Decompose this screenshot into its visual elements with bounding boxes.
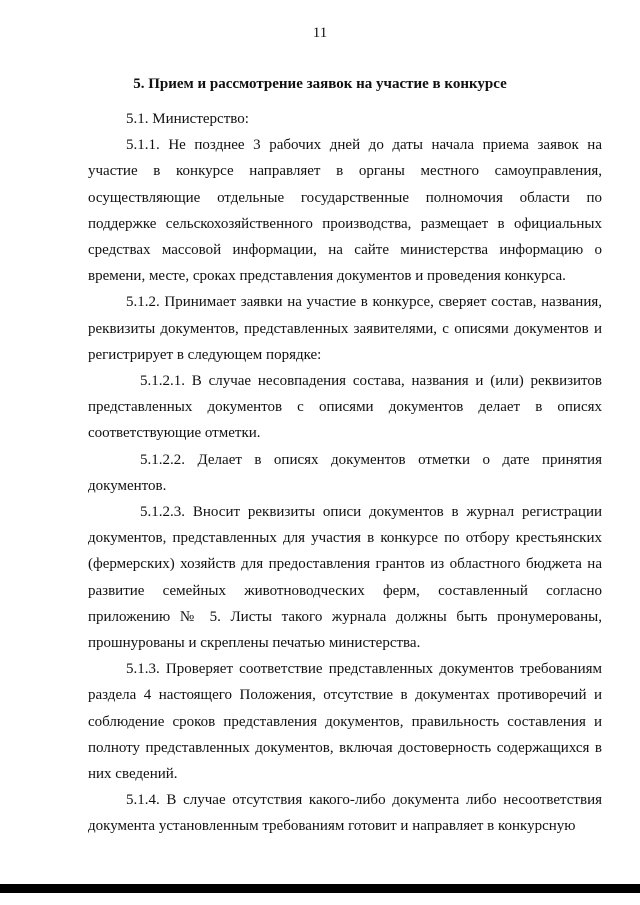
paragraph-5-1-2-3: 5.1.2.3. Вносит реквизиты описи документов в журнал регистрации документов, представленных для участия в конкурсе по отбору крестьянских (фермерских) хозяйств для предоставления грантов из областного бюджета на развитие семейных животноводческих ферм, составленный согласно приложению № 5. Листы такого журнала должны быть пронумерованы, прошнурованы и скреплены печатью министерства. (88, 504, 602, 652)
page-number: 11 (312, 25, 328, 41)
section-heading: 5. Прием и рассмотрение заявок на участие в конкурсе (133, 76, 507, 92)
document-body (88, 106, 602, 840)
paragraph-5-1-3: 5.1.3. Проверяет соответствие представленных документов требованиям раздела 4 настоящего Положения, отсутствие в документах противоречий и соблюдение сроков представления документов, правильность составления и полноту представленных документов, включая достоверность содержащихся в них сведений. (88, 661, 602, 783)
paragraph-5-1-2-1: 5.1.2.1. В случае несовпадения состава, названия и (или) реквизитов представленных документов с описями документов делает в описях соответствующие отметки. (88, 373, 602, 442)
paragraph-5-1-2-2: 5.1.2.2. Делает в описях документов отметки о дате принятия документов. (88, 451, 602, 494)
paragraph-5-1-1: 5.1.1. Не позднее 3 рабочих дней до даты начала приема заявок на участие в конкурсе направляет в органы местного самоуправления, осуществляющие отдельные государственные полномочия области по поддержке сельскохозяйственного производства, размещает в официальных средствах массовой информации, на сайте министерства информацию о времени, месте, сроках представления документов и проведения конкурса. (88, 137, 602, 285)
paragraph-5-1-4: 5.1.4. В случае отсутствия какого-либо документа либо несоответствия документа установленным требованиям готовит и направляет в конкурсную (88, 792, 602, 835)
paragraph-5-1-2: 5.1.2. Принимает заявки на участие в конкурсе, сверяет состав, названия, реквизиты документов, представленных заявителями, с описями документов и регистрирует в следующем порядке: (88, 294, 602, 363)
scan-edge-bar (0, 884, 640, 893)
paragraph-5-1: 5.1. Министерство: (126, 111, 249, 127)
